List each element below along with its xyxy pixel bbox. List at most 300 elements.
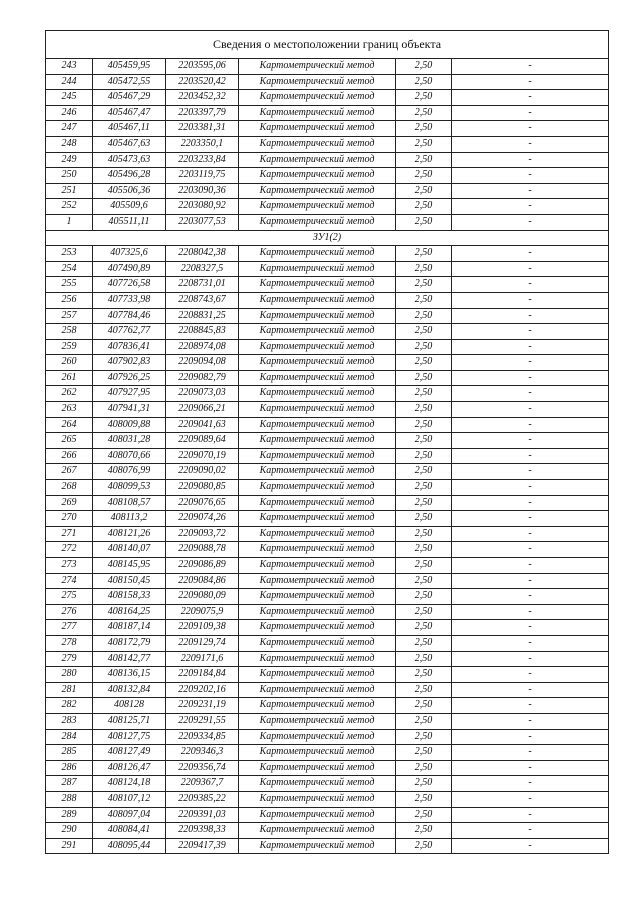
- y-coordinate: 2208974,08: [166, 339, 239, 355]
- boundary-table: [45, 30, 609, 854]
- table-row: [46, 448, 609, 464]
- description-cell: -: [452, 370, 609, 386]
- method-cell: Картометрический метод: [239, 776, 396, 792]
- method-cell: Картометрический метод: [239, 277, 396, 293]
- accuracy-cell: 2,50: [396, 698, 452, 714]
- method-cell: Картометрический метод: [239, 121, 396, 137]
- x-coordinate: 407490,89: [93, 261, 166, 277]
- point-number: 283: [46, 713, 93, 729]
- x-coordinate: 408136,15: [93, 667, 166, 683]
- method-cell: Картометрический метод: [239, 402, 396, 418]
- description-cell: -: [452, 698, 609, 714]
- point-number: 261: [46, 370, 93, 386]
- accuracy-cell: 2,50: [396, 823, 452, 839]
- description-cell: -: [452, 152, 609, 168]
- method-cell: Картометрический метод: [239, 246, 396, 262]
- method-cell: Картометрический метод: [239, 838, 396, 854]
- x-coordinate: 405467,63: [93, 136, 166, 152]
- x-coordinate: 408124,18: [93, 776, 166, 792]
- table-row: [46, 776, 609, 792]
- x-coordinate: 405509,6: [93, 199, 166, 215]
- description-cell: -: [452, 807, 609, 823]
- y-coordinate: 2209109,38: [166, 620, 239, 636]
- table-row: [46, 542, 609, 558]
- method-cell: Картометрический метод: [239, 261, 396, 277]
- y-coordinate: 2209291,55: [166, 713, 239, 729]
- table-row: [46, 791, 609, 807]
- y-coordinate: 2209398,33: [166, 823, 239, 839]
- table-row: [46, 417, 609, 433]
- accuracy-cell: 2,50: [396, 448, 452, 464]
- y-coordinate: 2203090,36: [166, 183, 239, 199]
- y-coordinate: 2209075,9: [166, 604, 239, 620]
- y-coordinate: 2209346,3: [166, 745, 239, 761]
- point-number: 290: [46, 823, 93, 839]
- y-coordinate: 2203595,06: [166, 59, 239, 75]
- point-number: 262: [46, 386, 93, 402]
- table-row: [46, 402, 609, 418]
- description-cell: -: [452, 308, 609, 324]
- accuracy-cell: 2,50: [396, 74, 452, 90]
- description-cell: -: [452, 604, 609, 620]
- y-coordinate: 2209089,64: [166, 433, 239, 449]
- method-cell: Картометрический метод: [239, 355, 396, 371]
- description-cell: -: [452, 651, 609, 667]
- method-cell: Картометрический метод: [239, 480, 396, 496]
- accuracy-cell: 2,50: [396, 261, 452, 277]
- point-number: 259: [46, 339, 93, 355]
- description-cell: -: [452, 745, 609, 761]
- x-coordinate: 405496,28: [93, 168, 166, 184]
- description-cell: -: [452, 386, 609, 402]
- method-cell: Картометрический метод: [239, 807, 396, 823]
- description-cell: -: [452, 355, 609, 371]
- method-cell: Картометрический метод: [239, 74, 396, 90]
- point-number: 263: [46, 402, 93, 418]
- description-cell: -: [452, 448, 609, 464]
- method-cell: Картометрический метод: [239, 620, 396, 636]
- accuracy-cell: 2,50: [396, 807, 452, 823]
- accuracy-cell: 2,50: [396, 713, 452, 729]
- x-coordinate: 408158,33: [93, 589, 166, 605]
- accuracy-cell: 2,50: [396, 729, 452, 745]
- y-coordinate: 2203233,84: [166, 152, 239, 168]
- y-coordinate: 2203077,53: [166, 214, 239, 230]
- accuracy-cell: 2,50: [396, 573, 452, 589]
- point-number: 254: [46, 261, 93, 277]
- point-number: 248: [46, 136, 93, 152]
- x-coordinate: 408125,71: [93, 713, 166, 729]
- description-cell: -: [452, 573, 609, 589]
- x-coordinate: 407836,41: [93, 339, 166, 355]
- x-coordinate: 408107,12: [93, 791, 166, 807]
- method-cell: Картометрический метод: [239, 448, 396, 464]
- point-number: 275: [46, 589, 93, 605]
- table-row: [46, 168, 609, 184]
- point-number: 282: [46, 698, 93, 714]
- y-coordinate: 2209417,39: [166, 838, 239, 854]
- x-coordinate: 408150,45: [93, 573, 166, 589]
- method-cell: Картометрический метод: [239, 558, 396, 574]
- table-row: [46, 667, 609, 683]
- method-cell: Картометрический метод: [239, 667, 396, 683]
- y-coordinate: 2209073,03: [166, 386, 239, 402]
- y-coordinate: 2208845,83: [166, 324, 239, 340]
- y-coordinate: 2209367,7: [166, 776, 239, 792]
- accuracy-cell: 2,50: [396, 526, 452, 542]
- point-number: 247: [46, 121, 93, 137]
- method-cell: Картометрический метод: [239, 511, 396, 527]
- method-cell: Картометрический метод: [239, 199, 396, 215]
- description-cell: -: [452, 760, 609, 776]
- description-cell: -: [452, 713, 609, 729]
- accuracy-cell: 2,50: [396, 90, 452, 106]
- table-row: [46, 604, 609, 620]
- y-coordinate: 2209202,16: [166, 682, 239, 698]
- table-row: [46, 558, 609, 574]
- point-number: 272: [46, 542, 93, 558]
- table-row: [46, 339, 609, 355]
- point-number: 260: [46, 355, 93, 371]
- method-cell: Картометрический метод: [239, 651, 396, 667]
- accuracy-cell: 2,50: [396, 308, 452, 324]
- method-cell: Картометрический метод: [239, 59, 396, 75]
- description-cell: -: [452, 59, 609, 75]
- accuracy-cell: 2,50: [396, 651, 452, 667]
- x-coordinate: 408099,53: [93, 480, 166, 496]
- point-number: 277: [46, 620, 93, 636]
- y-coordinate: 2209184,84: [166, 667, 239, 683]
- y-coordinate: 2209080,85: [166, 480, 239, 496]
- accuracy-cell: 2,50: [396, 246, 452, 262]
- x-coordinate: 407325,6: [93, 246, 166, 262]
- y-coordinate: 2209334,85: [166, 729, 239, 745]
- y-coordinate: 2203119,75: [166, 168, 239, 184]
- description-cell: -: [452, 324, 609, 340]
- method-cell: Картометрический метод: [239, 791, 396, 807]
- table-row: [46, 713, 609, 729]
- description-cell: -: [452, 261, 609, 277]
- point-number: 276: [46, 604, 93, 620]
- method-cell: Картометрический метод: [239, 682, 396, 698]
- x-coordinate: 408121,26: [93, 526, 166, 542]
- x-coordinate: 405472,55: [93, 74, 166, 90]
- accuracy-cell: 2,50: [396, 433, 452, 449]
- x-coordinate: 408142,77: [93, 651, 166, 667]
- y-coordinate: 2209385,22: [166, 791, 239, 807]
- table-row: [46, 698, 609, 714]
- y-coordinate: 2209082,79: [166, 370, 239, 386]
- table-row: [46, 355, 609, 371]
- method-cell: Картометрический метод: [239, 433, 396, 449]
- method-cell: Картометрический метод: [239, 635, 396, 651]
- accuracy-cell: 2,50: [396, 635, 452, 651]
- description-cell: -: [452, 791, 609, 807]
- point-number: 286: [46, 760, 93, 776]
- accuracy-cell: 2,50: [396, 480, 452, 496]
- description-cell: -: [452, 542, 609, 558]
- point-number: 281: [46, 682, 93, 698]
- table-row: [46, 74, 609, 90]
- table-row: [46, 386, 609, 402]
- table-row: [46, 573, 609, 589]
- x-coordinate: 408009,88: [93, 417, 166, 433]
- table-row: [46, 526, 609, 542]
- table-title: Сведения о местоположении границ объекта: [46, 31, 609, 59]
- accuracy-cell: 2,50: [396, 776, 452, 792]
- table-row: [46, 105, 609, 121]
- description-cell: -: [452, 183, 609, 199]
- table-row: [46, 511, 609, 527]
- accuracy-cell: 2,50: [396, 495, 452, 511]
- accuracy-cell: 2,50: [396, 542, 452, 558]
- y-coordinate: 2203397,79: [166, 105, 239, 121]
- y-coordinate: 2208743,67: [166, 292, 239, 308]
- y-coordinate: 2209356,74: [166, 760, 239, 776]
- point-number: 269: [46, 495, 93, 511]
- description-cell: -: [452, 214, 609, 230]
- y-coordinate: 2209076,65: [166, 495, 239, 511]
- description-cell: -: [452, 480, 609, 496]
- table-row: [46, 90, 609, 106]
- y-coordinate: 2209074,26: [166, 511, 239, 527]
- description-cell: -: [452, 558, 609, 574]
- point-number: 257: [46, 308, 93, 324]
- method-cell: Картометрический метод: [239, 604, 396, 620]
- accuracy-cell: 2,50: [396, 620, 452, 636]
- description-cell: -: [452, 168, 609, 184]
- y-coordinate: 2209088,78: [166, 542, 239, 558]
- accuracy-cell: 2,50: [396, 59, 452, 75]
- y-coordinate: 2209080,09: [166, 589, 239, 605]
- description-cell: -: [452, 417, 609, 433]
- x-coordinate: 408108,57: [93, 495, 166, 511]
- point-number: 256: [46, 292, 93, 308]
- x-coordinate: 405506,36: [93, 183, 166, 199]
- point-number: 266: [46, 448, 93, 464]
- x-coordinate: 408128: [93, 698, 166, 714]
- point-number: 265: [46, 433, 93, 449]
- accuracy-cell: 2,50: [396, 511, 452, 527]
- method-cell: Картометрический метод: [239, 308, 396, 324]
- x-coordinate: 407927,95: [93, 386, 166, 402]
- x-coordinate: 408076,99: [93, 464, 166, 480]
- method-cell: Картометрический метод: [239, 495, 396, 511]
- table-row: [46, 823, 609, 839]
- table-row: [46, 136, 609, 152]
- point-number: 245: [46, 90, 93, 106]
- x-coordinate: 407726,58: [93, 277, 166, 293]
- table-row: [46, 121, 609, 137]
- boundary-table-body: [46, 31, 609, 854]
- method-cell: Картометрический метод: [239, 105, 396, 121]
- accuracy-cell: 2,50: [396, 105, 452, 121]
- table-row: [46, 745, 609, 761]
- point-number: 279: [46, 651, 93, 667]
- y-coordinate: 2209391,03: [166, 807, 239, 823]
- x-coordinate: 405467,11: [93, 121, 166, 137]
- y-coordinate: 2203350,1: [166, 136, 239, 152]
- description-cell: -: [452, 105, 609, 121]
- x-coordinate: 408097,04: [93, 807, 166, 823]
- method-cell: Картометрический метод: [239, 589, 396, 605]
- description-cell: -: [452, 682, 609, 698]
- accuracy-cell: 2,50: [396, 339, 452, 355]
- method-cell: Картометрический метод: [239, 823, 396, 839]
- point-number: 244: [46, 74, 93, 90]
- y-coordinate: 2209129,74: [166, 635, 239, 651]
- description-cell: -: [452, 292, 609, 308]
- point-number: 271: [46, 526, 93, 542]
- accuracy-cell: 2,50: [396, 589, 452, 605]
- description-cell: -: [452, 667, 609, 683]
- x-coordinate: 407941,31: [93, 402, 166, 418]
- x-coordinate: 408126,47: [93, 760, 166, 776]
- point-number: 1: [46, 214, 93, 230]
- accuracy-cell: 2,50: [396, 402, 452, 418]
- method-cell: Картометрический метод: [239, 464, 396, 480]
- point-number: 252: [46, 199, 93, 215]
- table-row: [46, 199, 609, 215]
- x-coordinate: 407784,46: [93, 308, 166, 324]
- x-coordinate: 407926,25: [93, 370, 166, 386]
- method-cell: Картометрический метод: [239, 729, 396, 745]
- table-row: [46, 246, 609, 262]
- method-cell: Картометрический метод: [239, 324, 396, 340]
- table-row: [46, 324, 609, 340]
- method-cell: Картометрический метод: [239, 339, 396, 355]
- point-number: 288: [46, 791, 93, 807]
- point-number: 278: [46, 635, 93, 651]
- accuracy-cell: 2,50: [396, 417, 452, 433]
- accuracy-cell: 2,50: [396, 136, 452, 152]
- point-number: 255: [46, 277, 93, 293]
- description-cell: -: [452, 464, 609, 480]
- x-coordinate: 408031,28: [93, 433, 166, 449]
- point-number: 249: [46, 152, 93, 168]
- description-cell: -: [452, 74, 609, 90]
- y-coordinate: 2209093,72: [166, 526, 239, 542]
- x-coordinate: 408164,25: [93, 604, 166, 620]
- point-number: 280: [46, 667, 93, 683]
- accuracy-cell: 2,50: [396, 355, 452, 371]
- point-number: 287: [46, 776, 93, 792]
- accuracy-cell: 2,50: [396, 386, 452, 402]
- y-coordinate: 2208327,5: [166, 261, 239, 277]
- x-coordinate: 407902,83: [93, 355, 166, 371]
- method-cell: Картометрический метод: [239, 136, 396, 152]
- y-coordinate: 2209231,19: [166, 698, 239, 714]
- point-number: 250: [46, 168, 93, 184]
- accuracy-cell: 2,50: [396, 168, 452, 184]
- description-cell: -: [452, 838, 609, 854]
- table-row: [46, 729, 609, 745]
- description-cell: -: [452, 635, 609, 651]
- accuracy-cell: 2,50: [396, 791, 452, 807]
- method-cell: Картометрический метод: [239, 386, 396, 402]
- method-cell: Картометрический метод: [239, 713, 396, 729]
- point-number: 243: [46, 59, 93, 75]
- accuracy-cell: 2,50: [396, 838, 452, 854]
- accuracy-cell: 2,50: [396, 558, 452, 574]
- x-coordinate: 408070,66: [93, 448, 166, 464]
- description-cell: -: [452, 246, 609, 262]
- point-number: 270: [46, 511, 93, 527]
- point-number: 285: [46, 745, 93, 761]
- method-cell: Картометрический метод: [239, 152, 396, 168]
- description-cell: -: [452, 339, 609, 355]
- x-coordinate: 408127,75: [93, 729, 166, 745]
- table-row: [46, 682, 609, 698]
- table-row: [46, 59, 609, 75]
- y-coordinate: 2209066,21: [166, 402, 239, 418]
- table-row: [46, 651, 609, 667]
- x-coordinate: 408172,79: [93, 635, 166, 651]
- method-cell: Картометрический метод: [239, 526, 396, 542]
- description-cell: -: [452, 90, 609, 106]
- x-coordinate: 405467,29: [93, 90, 166, 106]
- method-cell: Картометрический метод: [239, 760, 396, 776]
- description-cell: -: [452, 526, 609, 542]
- x-coordinate: 407733,98: [93, 292, 166, 308]
- accuracy-cell: 2,50: [396, 292, 452, 308]
- y-coordinate: 2209090,02: [166, 464, 239, 480]
- description-cell: -: [452, 433, 609, 449]
- table-row: [46, 308, 609, 324]
- table-row: [46, 635, 609, 651]
- group-label: ЗУ1(2): [46, 230, 609, 246]
- table-row: [46, 807, 609, 823]
- point-number: 291: [46, 838, 93, 854]
- description-cell: -: [452, 199, 609, 215]
- method-cell: Картометрический метод: [239, 573, 396, 589]
- x-coordinate: 405459,95: [93, 59, 166, 75]
- y-coordinate: 2209041,63: [166, 417, 239, 433]
- x-coordinate: 407762,77: [93, 324, 166, 340]
- description-cell: -: [452, 136, 609, 152]
- x-coordinate: 408140,07: [93, 542, 166, 558]
- accuracy-cell: 2,50: [396, 370, 452, 386]
- x-coordinate: 408095,44: [93, 838, 166, 854]
- method-cell: Картометрический метод: [239, 417, 396, 433]
- description-cell: -: [452, 495, 609, 511]
- table-row: [46, 620, 609, 636]
- method-cell: Картометрический метод: [239, 370, 396, 386]
- accuracy-cell: 2,50: [396, 682, 452, 698]
- accuracy-cell: 2,50: [396, 121, 452, 137]
- method-cell: Картометрический метод: [239, 542, 396, 558]
- accuracy-cell: 2,50: [396, 199, 452, 215]
- table-row: [46, 589, 609, 605]
- y-coordinate: 2203381,31: [166, 121, 239, 137]
- point-number: 258: [46, 324, 93, 340]
- y-coordinate: 2208042,38: [166, 246, 239, 262]
- accuracy-cell: 2,50: [396, 745, 452, 761]
- method-cell: Картометрический метод: [239, 214, 396, 230]
- accuracy-cell: 2,50: [396, 324, 452, 340]
- point-number: 274: [46, 573, 93, 589]
- table-row: [46, 292, 609, 308]
- title-row: [46, 31, 609, 59]
- description-cell: -: [452, 277, 609, 293]
- x-coordinate: 408113,2: [93, 511, 166, 527]
- y-coordinate: 2209171,6: [166, 651, 239, 667]
- table-row: [46, 760, 609, 776]
- point-number: 289: [46, 807, 93, 823]
- accuracy-cell: 2,50: [396, 152, 452, 168]
- table-row: [46, 152, 609, 168]
- x-coordinate: 408127,49: [93, 745, 166, 761]
